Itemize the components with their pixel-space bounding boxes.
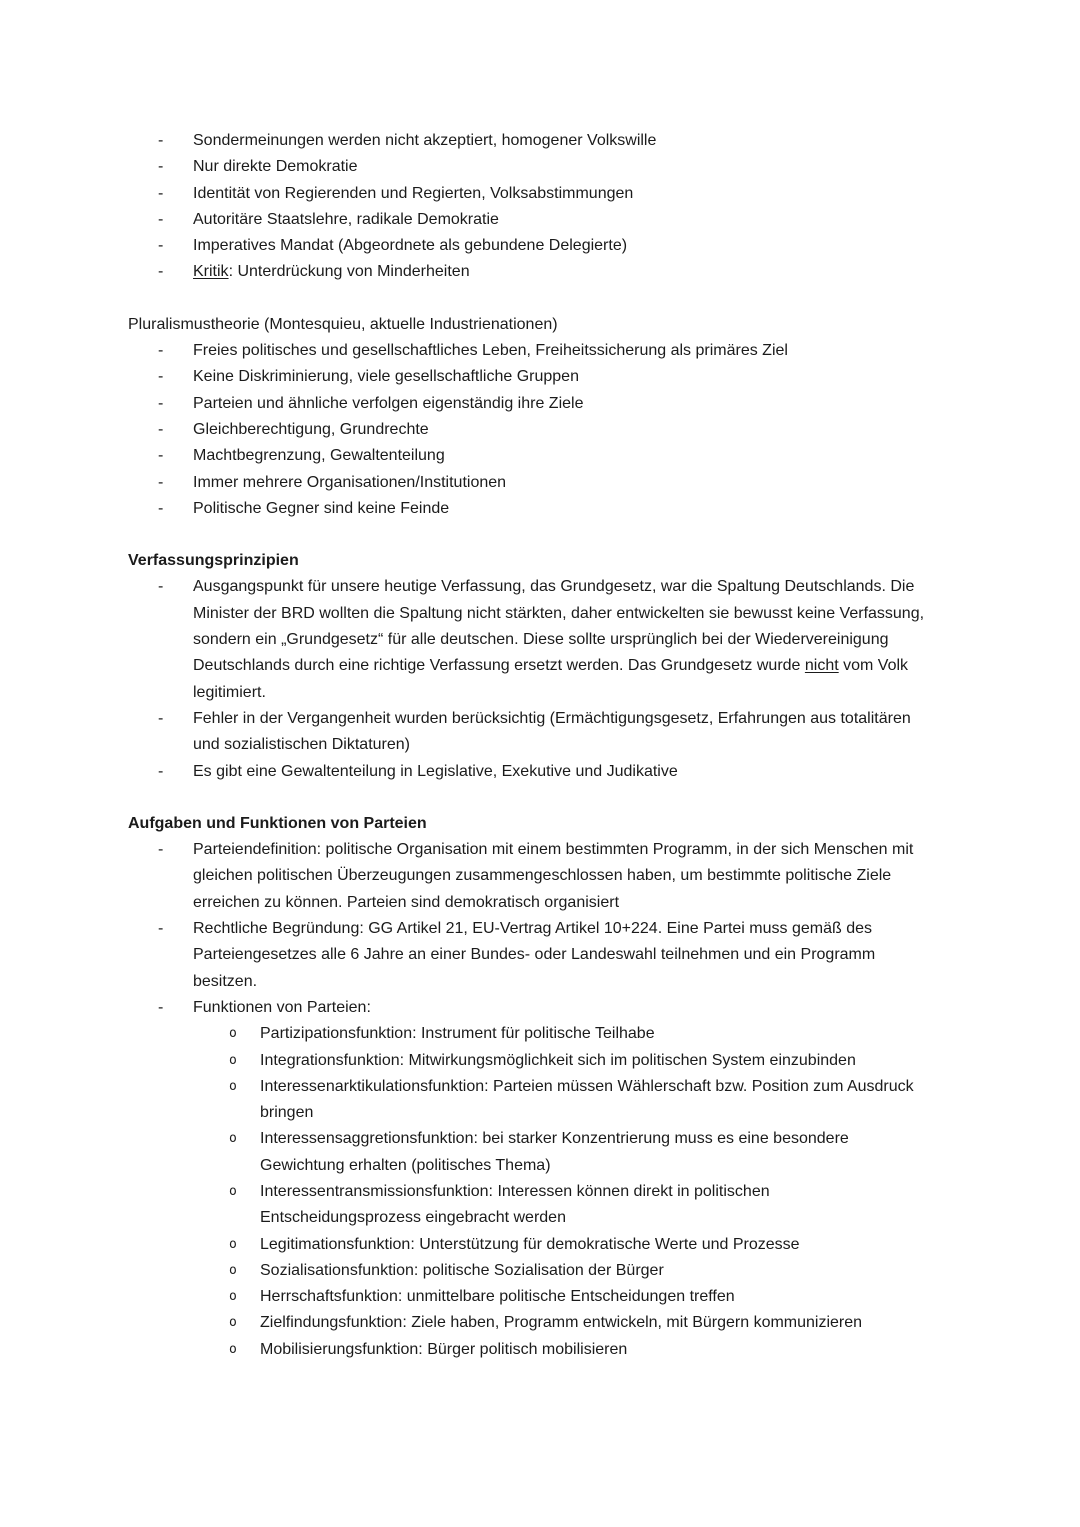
circle-bullet-icon: o [229, 1183, 237, 1199]
sub-list-item-text: Herrschaftsfunktion: unmittelbare politische Entscheidungen treffen [260, 1288, 735, 1306]
circle-bullet-icon: o [229, 1078, 237, 1094]
list-item-text: Ausgangspunkt für unsere heutige Verfassung, das Grundgesetz, war die Spaltung Deutschlands. Die Minister der BRD wollten die Spaltung nicht stärkten, daher entwickelten sie bewusst keine Verfassung, sondern ein „Grundgesetz“ für alle deutschen. Diese sollte ursprünglich bei der Wiedervereinigung Deutschlands durch eine richtige Verfassung ersetzt werden. Das Grundgesetz wurde nicht vom Volk legitimiert. [193, 578, 925, 701]
sub-list-item [128, 1310, 932, 1336]
list-item-text: Keine Diskriminierung, viele gesellschaftliche Gruppen [193, 368, 579, 386]
list-item [128, 706, 932, 759]
list-item [128, 916, 932, 995]
dash-bullet-icon: - [158, 420, 164, 438]
dash-bullet-icon: - [158, 499, 164, 517]
list-item-text: Nur direkte Demokratie [193, 158, 358, 176]
dash-bullet-icon: - [158, 210, 164, 228]
circle-bullet-icon: o [229, 1289, 237, 1305]
dash-bullet-icon: - [158, 762, 164, 780]
sub-list-item-text: Integrationsfunktion: Mitwirkungsmöglichkeit sich im politischen System einzubinden [260, 1051, 856, 1069]
dash-bullet-icon: - [158, 841, 164, 859]
section-heading: Pluralismustheorie (Montesquieu, aktuelle Industrienationen) [128, 315, 558, 333]
section-aufgaben-funktionen-parteien [128, 811, 932, 1363]
circle-bullet-icon: o [229, 1052, 237, 1068]
list-item [128, 128, 932, 154]
sub-list-item-text: Interessentransmissionsfunktion: Interessen können direkt in politischen Entscheidungsprozess eingebracht werden [260, 1182, 770, 1227]
sub-list-item-text: Partizipationsfunktion: Instrument für politische Teilhabe [260, 1025, 655, 1043]
list-item [128, 233, 932, 259]
list-item [128, 364, 932, 390]
dash-bullet-icon: - [158, 132, 164, 149]
dash-bullet-icon: - [158, 920, 164, 938]
list-item [128, 181, 932, 207]
circle-bullet-icon: o [229, 1131, 237, 1147]
sub-list-item [128, 1179, 932, 1232]
dash-bullet-icon: - [158, 447, 164, 465]
sub-list-item-text: Zielfindungsfunktion: Ziele haben, Programm entwickeln, mit Bürgern kommunizieren [260, 1314, 863, 1332]
dash-bullet-icon: - [158, 578, 164, 596]
list-item-text: Identität von Regierenden und Regierten, Volksabstimmungen [193, 184, 634, 202]
dash-bullet-icon: - [158, 368, 164, 386]
list-item-text: Funktionen von Parteien: [193, 998, 371, 1016]
section-pluralismustheorie [128, 312, 932, 522]
list-item [128, 496, 932, 522]
list-item-text: Politische Gegner sind keine Feinde [193, 499, 450, 517]
sub-list-item-text: Interessenarktikulationsfunktion: Parteien müssen Wählerschaft bzw. Position zum Ausdruck bringen [260, 1077, 914, 1122]
circle-bullet-icon: o [229, 1341, 237, 1357]
dash-bullet-icon: - [158, 263, 164, 281]
sub-list-item [128, 1074, 932, 1127]
sub-list-item-text: Sozialisationsfunktion: politische Sozialisation der Bürger [260, 1261, 664, 1279]
circle-bullet-icon: o [229, 1236, 237, 1252]
circle-bullet-icon: o [229, 1026, 237, 1042]
sub-list-item-text: Interessensaggretionsfunktion: bei starker Konzentrierung muss es eine besondere Gewichtung erhalten (politisches Thema) [260, 1130, 849, 1174]
list-item [128, 759, 932, 785]
list-item-text: Parteien und ähnliche verfolgen eigenständig ihre Ziele [193, 394, 584, 412]
list-item [128, 207, 932, 233]
list-item [128, 259, 932, 285]
list-item-text: Machtbegrenzung, Gewaltenteilung [193, 447, 445, 465]
list-item-text: Fehler in der Vergangenheit wurden berücksichtig (Ermächtigungsgesetz, Erfahrungen aus totalitären und sozialistischen Diktaturen) [193, 709, 911, 754]
list-item-text: Parteiendefinition: politische Organisation mit einem bestimmten Programm, in der sich Menschen mit gleichen politischen Überzeugungen zusammengeschlossen haben, um bestimmte politische Ziele erreichen zu können. Parteien sind demokratisch organisiert [193, 841, 914, 911]
sub-list-item [128, 1126, 932, 1179]
underlined-text: nicht [804, 657, 839, 675]
sub-list-item [128, 1232, 932, 1258]
sub-list-item [128, 1337, 932, 1363]
list-item-text: Rechtliche Begründung: GG Artikel 21, EU-Vertrag Artikel 10+224. Eine Partei muss gemäß des Parteiengesetzes alle 6 Jahre an einer Bundes- oder Landeswahl teilnehmen und ein Programm besitzen. [193, 920, 876, 990]
section-heading: Aufgaben und Funktionen von Parteien [128, 814, 427, 832]
sub-list-item [128, 1021, 932, 1047]
sub-list-item [128, 1048, 932, 1074]
list-item-text: Freies politisches und gesellschaftliches Leben, Freiheitssicherung als primäres Ziel [193, 342, 788, 360]
circle-bullet-icon: o [229, 1315, 237, 1331]
dash-bullet-icon: - [158, 184, 164, 202]
section-heading: Verfassungsprinzipien [128, 552, 299, 570]
underlined-text: Kritik [193, 263, 229, 281]
section-verfassungsprinzipien [128, 548, 932, 785]
list-item-text: Es gibt eine Gewaltenteilung in Legislative, Exekutive und Judikative [193, 762, 678, 780]
dash-bullet-icon: - [158, 394, 164, 412]
dash-bullet-icon: - [158, 473, 164, 491]
list-item [128, 338, 932, 364]
dash-bullet-icon: - [158, 342, 164, 360]
list-item [128, 837, 932, 916]
list-item-text: Sondermeinungen werden nicht akzeptiert, homogener Volkswille [193, 132, 657, 149]
list-item-text: Kritik: Unterdrückung von Minderheiten [193, 263, 470, 281]
dash-bullet-icon: - [158, 998, 164, 1016]
list-item [128, 417, 932, 443]
list-item [128, 470, 932, 496]
circle-bullet-icon: o [229, 1262, 237, 1278]
list-item-text: Gleichberechtigung, Grundrechte [193, 420, 429, 438]
sub-list-item [128, 1258, 932, 1284]
section-identitaetstheorie-list [128, 128, 932, 286]
sub-list-item-text: Legitimationsfunktion: Unterstützung für demokratische Werte und Prozesse [260, 1235, 800, 1253]
list-item [128, 154, 932, 180]
sub-list-item-text: Mobilisierungsfunktion: Bürger politisch mobilisieren [260, 1340, 628, 1358]
list-item [128, 995, 932, 1021]
list-item [128, 391, 932, 417]
list-item [128, 443, 932, 469]
list-item-text: Autoritäre Staatslehre, radikale Demokratie [193, 210, 499, 228]
dash-bullet-icon: - [158, 237, 164, 255]
dash-bullet-icon: - [158, 158, 164, 176]
sub-list-item [128, 1284, 932, 1310]
list-item [128, 574, 932, 705]
list-item-text: Immer mehrere Organisationen/Institutionen [193, 473, 507, 491]
list-item-text: Imperatives Mandat (Abgeordnete als gebundene Delegierte) [193, 237, 628, 255]
dash-bullet-icon: - [158, 709, 164, 727]
